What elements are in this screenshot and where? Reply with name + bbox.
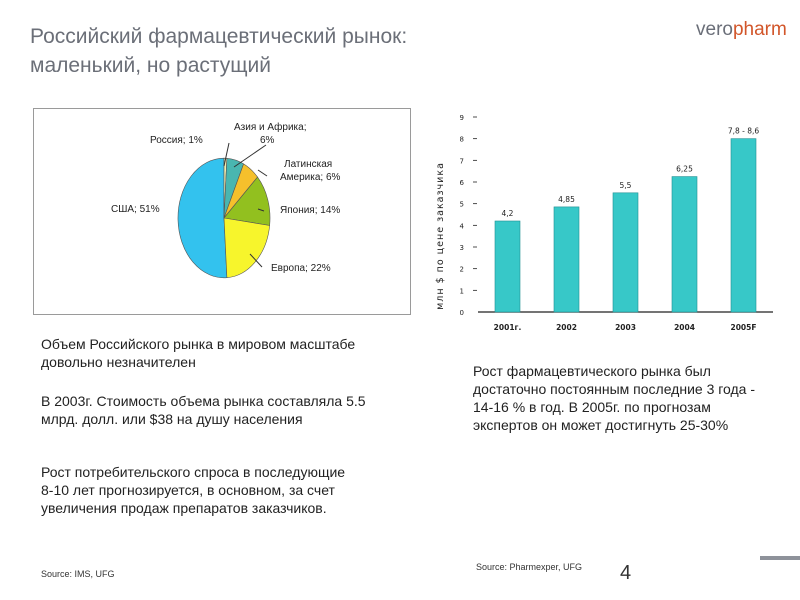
- bar-chart-bars: [495, 139, 756, 312]
- source-left: Source: IMS, UFG: [41, 569, 115, 579]
- pie-chart-panel: [33, 108, 411, 315]
- x-tick-label-4: 2005F: [730, 323, 757, 332]
- bar-data-label-1: 4,85: [558, 194, 575, 204]
- x-tick-label-1: 2002: [556, 323, 577, 332]
- bar-data-label-2: 5,5: [619, 180, 632, 190]
- pie-label-russia: Россия; 1%: [150, 135, 203, 146]
- pie-label-japan: Япония; 14%: [280, 205, 341, 216]
- pie-slices: [178, 158, 270, 278]
- page-number: 4: [620, 562, 632, 584]
- pie-label-latam-line1: Латинская: [284, 159, 333, 170]
- bar-chart-y-axis-label: млн $ по цене заказчика: [435, 162, 446, 310]
- pie-label-latam-line2: Америка; 6%: [280, 172, 341, 183]
- pie-slice-5: [224, 218, 270, 278]
- page-title-line-2: маленький, но растущий: [30, 54, 271, 77]
- bar-data-label-0: 4,2: [501, 209, 514, 218]
- bar-1: [554, 207, 579, 312]
- bar-data-label-3: 6,25: [676, 164, 693, 174]
- y-tick-label-1: 1: [459, 287, 464, 296]
- y-tick-label-8: 8: [459, 135, 464, 144]
- logo-text-pharm: pharm: [732, 19, 787, 40]
- y-tick-label-9: 9: [459, 114, 464, 122]
- leader-line-latam: [258, 170, 267, 176]
- text-demand-forecast: Рост потребительского спроса в последующие 8-10 лет прогнозируется, в основном, за счет увеличения продаж препаратов заказчиков.: [41, 464, 346, 516]
- y-tick-label-2: 2: [459, 265, 464, 274]
- y-tick-label-5: 5: [459, 200, 464, 209]
- bar-chart-y-ticks: [460, 114, 477, 317]
- bar-chart: [428, 105, 778, 340]
- pie-label-usa: США; 51%: [111, 204, 160, 215]
- text-market-growth: Рост фармацевтического рынка был достаточно постоянным последние 3 года - 14-16 % в год. В 2005г. по прогнозам экспертов он может достигнуть 25-30%: [473, 363, 756, 433]
- y-tick-label-4: 4: [459, 222, 464, 231]
- pie-label-asia-africa-line1: Азия и Африка;: [234, 122, 307, 133]
- logo-text-vero: vero: [696, 19, 733, 40]
- bar-3: [672, 177, 697, 312]
- bar-data-label-4: 7,8 - 8,6: [727, 126, 760, 136]
- x-tick-label-3: 2004: [674, 323, 695, 332]
- bar-2: [613, 193, 638, 312]
- bar-0: [495, 221, 520, 312]
- pie-slice-0: [178, 158, 227, 278]
- x-tick-label-0: 2001г.: [493, 323, 522, 332]
- decor-bar: [760, 556, 800, 560]
- page-title: [30, 22, 590, 80]
- pie-chart: [34, 109, 410, 314]
- text-market-value-2003: В 2003г. Стоимость объема рынка составляла 5.5 млрд. долл. или $38 на душу населения: [41, 393, 366, 427]
- text-market-size: Объем Российского рынка в мировом масштабе довольно незначителен: [41, 336, 356, 370]
- source-right: Source: Pharmexper, UFG: [476, 562, 583, 572]
- page-title-line-1: Российский фармацевтический рынок:: [30, 25, 408, 48]
- bar-chart-x-ticks: [494, 323, 757, 332]
- pie-label-asia-africa-line2: 6%: [260, 135, 275, 146]
- x-tick-label-2: 2003: [615, 323, 636, 332]
- y-tick-label-7: 7: [459, 157, 464, 166]
- leader-line-asia-africa: [234, 145, 266, 167]
- y-tick-label-0: 0: [459, 309, 464, 317]
- bar-4: [731, 139, 756, 312]
- y-tick-label-3: 3: [459, 244, 464, 252]
- pie-label-europe: Европа; 22%: [271, 263, 331, 274]
- y-tick-label-6: 6: [459, 179, 464, 187]
- veropharm-logo: [696, 19, 787, 41]
